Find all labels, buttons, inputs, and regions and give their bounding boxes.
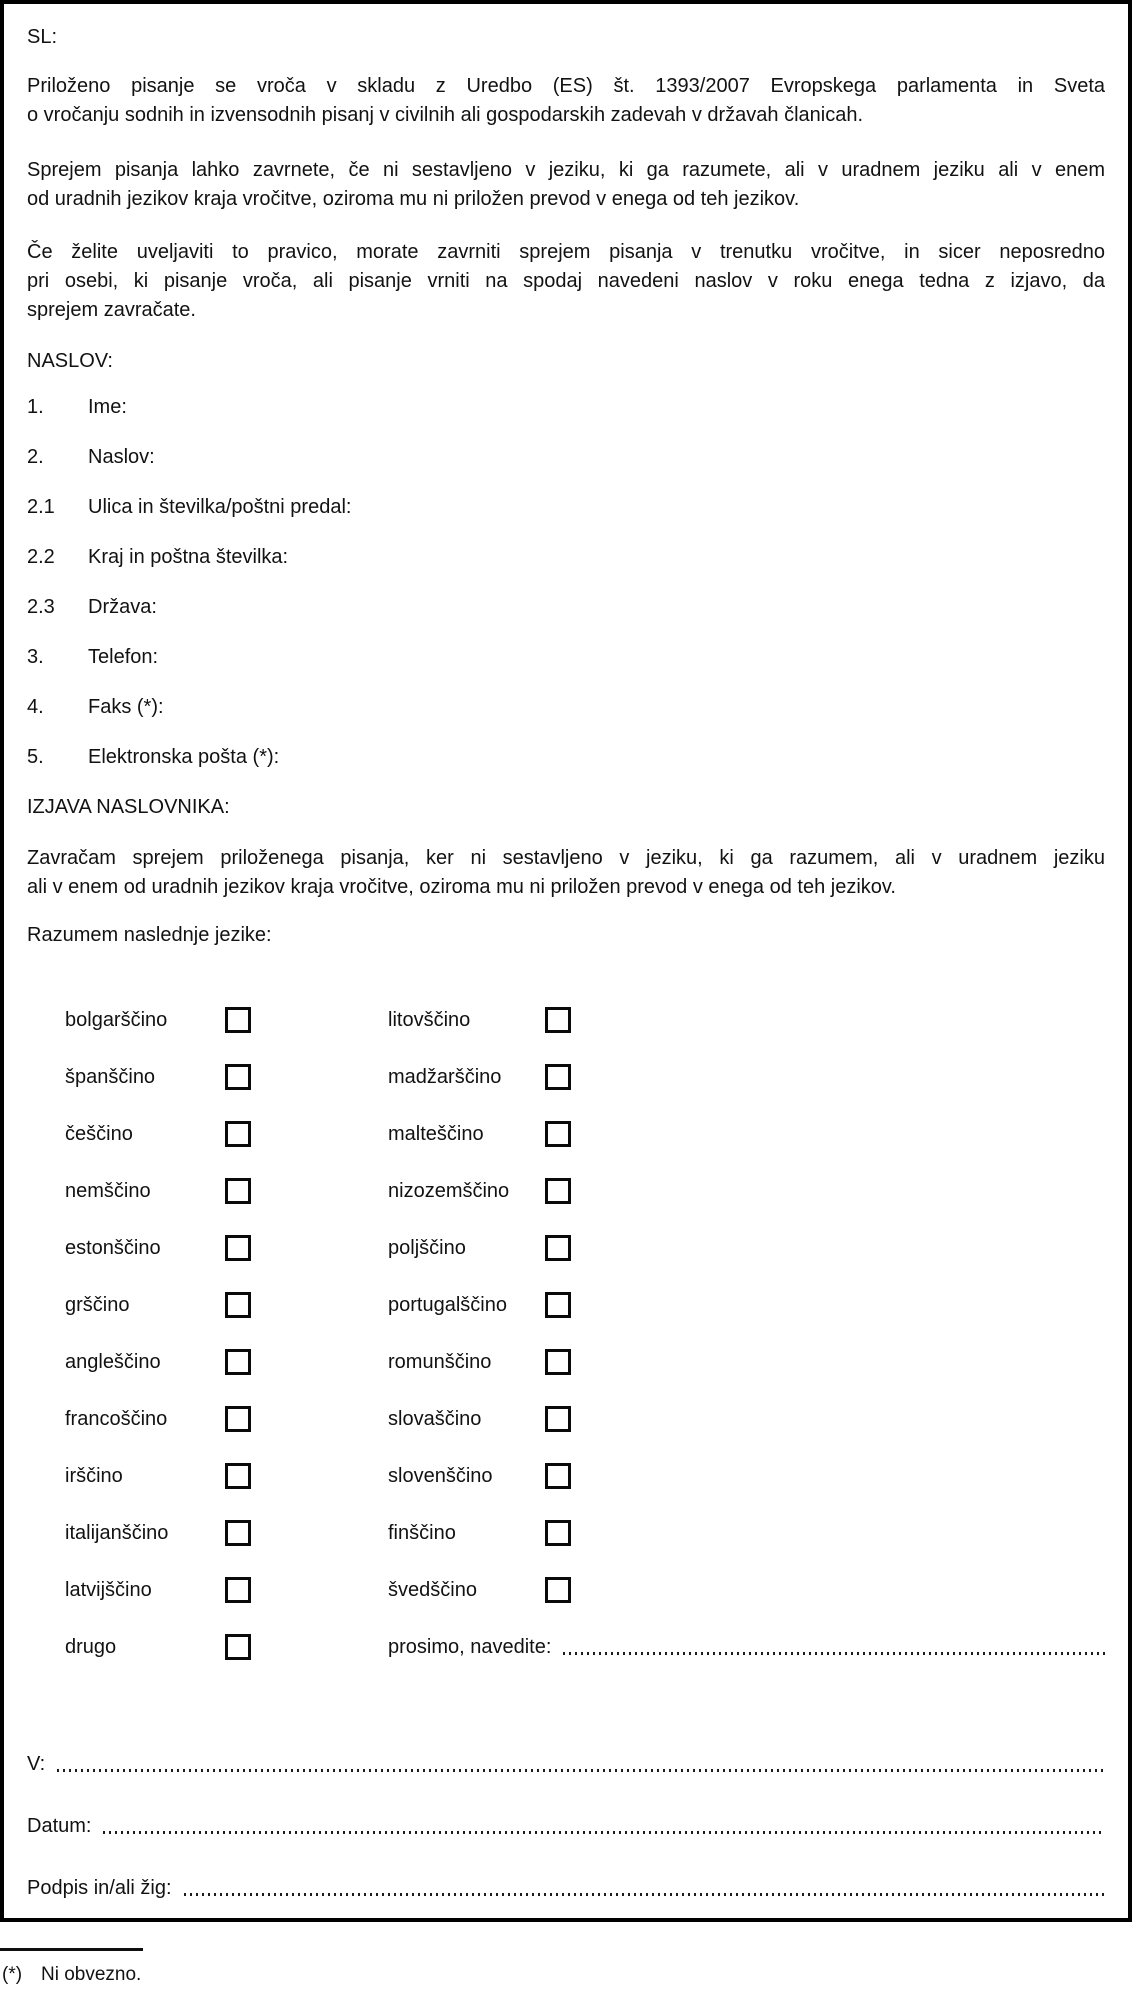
field-label: Faks (*): <box>88 696 164 718</box>
signature-block <box>27 1751 1105 1901</box>
declaration-line-1: Zavračam sprejem priloženega pisanja, ker ni sestavljeno v jeziku, ki ga razumem, ali v uradnem jeziku <box>27 847 1105 869</box>
address-field-street <box>27 494 1105 520</box>
address-field-fax <box>27 694 1105 720</box>
footnote-area <box>0 1948 1137 1987</box>
checkbox-francoscino[interactable] <box>225 1406 251 1432</box>
field-number: 3. <box>27 646 44 668</box>
language-code-label: SL: <box>27 26 58 48</box>
language-label: estonščino <box>65 1236 161 1259</box>
language-label: italijanščino <box>65 1521 169 1544</box>
intro-line-1: Priloženo pisanje se vroča v skladu z Uredbo (ES) št. 1393/2007 Evropskega parlamenta in Sveta <box>27 75 1105 97</box>
language-row-czech-maltese <box>65 1121 1105 1147</box>
checkbox-latvijscino[interactable] <box>225 1577 251 1603</box>
language-row-german-dutch <box>65 1178 1105 1204</box>
how-to-refuse-line-1: Če želite uveljaviti to pravico, morate zavrniti sprejem pisanja v trenutku vročitve, in sicer neposredno <box>27 241 1105 263</box>
declaration-heading: IZJAVA NASLOVNIKA: <box>27 796 230 818</box>
field-number: 2.3 <box>27 596 55 618</box>
language-label: poljščino <box>388 1236 466 1259</box>
field-label: Telefon: <box>88 646 159 668</box>
language-row-estonian-polish <box>65 1235 1105 1261</box>
checkbox-nizozemscino[interactable] <box>545 1178 571 1204</box>
address-heading: NASLOV: <box>27 350 113 372</box>
address-field-country <box>27 594 1105 620</box>
language-row-greek-portuguese <box>65 1292 1105 1318</box>
language-label: irščino <box>65 1464 123 1487</box>
field-label: Ime: <box>88 396 127 418</box>
language-label: litovščino <box>388 1008 471 1031</box>
language-label: angleščino <box>65 1350 161 1373</box>
language-label: malteščino <box>388 1122 484 1145</box>
checkbox-finscino[interactable] <box>545 1520 571 1546</box>
footnote-separator-line <box>0 1948 143 1951</box>
checkbox-grscino[interactable] <box>225 1292 251 1318</box>
field-number: 2.1 <box>27 496 55 518</box>
address-field-address <box>27 444 1105 470</box>
checkbox-drugo[interactable] <box>225 1634 251 1660</box>
languages-intro-label: Razumem naslednje jezike: <box>27 924 272 946</box>
address-field-phone <box>27 644 1105 670</box>
field-label: Država: <box>88 596 157 618</box>
field-number: 5. <box>27 746 44 768</box>
declaration-line-2: ali v enem od uradnih jezikov kraja vročitve, oziroma mu ni priložen prevod v enega od teh jezikov. <box>27 876 896 898</box>
field-number: 2. <box>27 446 44 468</box>
how-to-refuse-line-2: pri osebi, ki pisanje vroča, ali pisanje vrniti na spodaj navedeni naslov v roku enega tedna z izjavo, da <box>27 270 1105 292</box>
signature-label: Podpis in/ali žig: <box>27 1877 172 1899</box>
checkbox-litovscino[interactable] <box>545 1007 571 1033</box>
place-fill-line[interactable] <box>57 1769 1105 1772</box>
checkbox-nemscino[interactable] <box>225 1178 251 1204</box>
other-language-prompt: prosimo, navedite: <box>388 1635 552 1658</box>
language-label: slovenščino <box>388 1464 493 1487</box>
language-label: nizozemščino <box>388 1179 510 1202</box>
field-label: Elektronska pošta (*): <box>88 746 280 768</box>
checkbox-slovascino[interactable] <box>545 1406 571 1432</box>
checkbox-irscino[interactable] <box>225 1463 251 1489</box>
other-language-fill-line[interactable] <box>563 1652 1105 1655</box>
declaration-paragraph <box>27 844 1105 902</box>
intro-paragraph <box>27 72 1105 130</box>
language-label: švedščino <box>388 1578 477 1601</box>
date-field-row <box>27 1813 1105 1839</box>
refusal-right-line-2: od uradnih jezikov kraja vročitve, oziroma mu ni priložen prevod v enega od teh jezikov. <box>27 188 800 210</box>
intro-line-2: o vročanju sodnih in izvensodnih pisanj v civilnih ali gospodarskih zadevah v državah članicah. <box>27 104 864 126</box>
language-label: španščino <box>65 1065 156 1088</box>
language-row-irish-slovenian <box>65 1463 1105 1489</box>
checkbox-romunscino[interactable] <box>545 1349 571 1375</box>
language-label: francoščino <box>65 1407 168 1430</box>
checkbox-portugalscino[interactable] <box>545 1292 571 1318</box>
language-checkbox-grid <box>27 1007 1105 1660</box>
language-row-french-slovak <box>65 1406 1105 1432</box>
footnote-marker: (*) <box>2 1964 23 1985</box>
language-label: nemščino <box>65 1179 151 1202</box>
place-label: V: <box>27 1753 46 1775</box>
field-number: 1. <box>27 396 44 418</box>
how-to-refuse-line-3: sprejem zavračate. <box>27 299 196 321</box>
checkbox-spanscino[interactable] <box>225 1064 251 1090</box>
language-label: bolgarščino <box>65 1008 168 1031</box>
checkbox-cescino[interactable] <box>225 1121 251 1147</box>
refusal-right-line-1: Sprejem pisanja lahko zavrnete, če ni sestavljeno v jeziku, ki ga razumete, ali v uradnem jeziku ali v enem <box>27 159 1105 181</box>
language-label: slovaščino <box>388 1407 482 1430</box>
footnote-text: Ni obvezno. <box>41 1964 142 1985</box>
address-field-city <box>27 544 1105 570</box>
signature-fill-line[interactable] <box>184 1893 1105 1896</box>
language-label: grščino <box>65 1293 130 1316</box>
language-label: portugalščino <box>388 1293 507 1316</box>
language-row-spanish-hungarian <box>65 1064 1105 1090</box>
field-number: 4. <box>27 696 44 718</box>
checkbox-bolgarscino[interactable] <box>225 1007 251 1033</box>
language-row-english-romanian <box>65 1349 1105 1375</box>
address-field-name <box>27 394 1105 420</box>
refusal-right-paragraph <box>27 156 1105 214</box>
language-row-other <box>65 1634 1105 1660</box>
place-field-row <box>27 1751 1105 1777</box>
date-label: Datum: <box>27 1815 92 1837</box>
signature-field-row <box>27 1875 1105 1901</box>
checkbox-poljscino[interactable] <box>545 1235 571 1261</box>
field-label: Naslov: <box>88 446 155 468</box>
field-label: Ulica in številka/poštni predal: <box>88 496 352 518</box>
language-label: romunščino <box>388 1350 492 1373</box>
footnote-row <box>0 1963 1137 1987</box>
field-label: Kraj in poštna številka: <box>88 546 289 568</box>
address-field-email <box>27 744 1105 770</box>
language-row-italian-finnish <box>65 1520 1105 1546</box>
checkbox-madzarscino[interactable] <box>545 1064 571 1090</box>
field-number: 2.2 <box>27 546 55 568</box>
checkbox-italijanscino[interactable] <box>225 1520 251 1546</box>
checkbox-svedscino[interactable] <box>545 1577 571 1603</box>
language-label: finščino <box>388 1521 456 1544</box>
language-label: češčino <box>65 1122 133 1145</box>
language-row-latvian-swedish <box>65 1577 1105 1603</box>
date-fill-line[interactable] <box>103 1831 1105 1834</box>
checkbox-slovenscino[interactable] <box>545 1463 571 1489</box>
language-label: drugo <box>65 1635 117 1658</box>
language-row-bulgarian-lithuanian <box>65 1007 1105 1033</box>
how-to-refuse-paragraph <box>27 238 1105 325</box>
language-label: latvijščino <box>65 1578 152 1601</box>
checkbox-anglescino[interactable] <box>225 1349 251 1375</box>
language-label: madžarščino <box>388 1065 502 1088</box>
checkbox-maltescino[interactable] <box>545 1121 571 1147</box>
checkbox-estonscino[interactable] <box>225 1235 251 1261</box>
